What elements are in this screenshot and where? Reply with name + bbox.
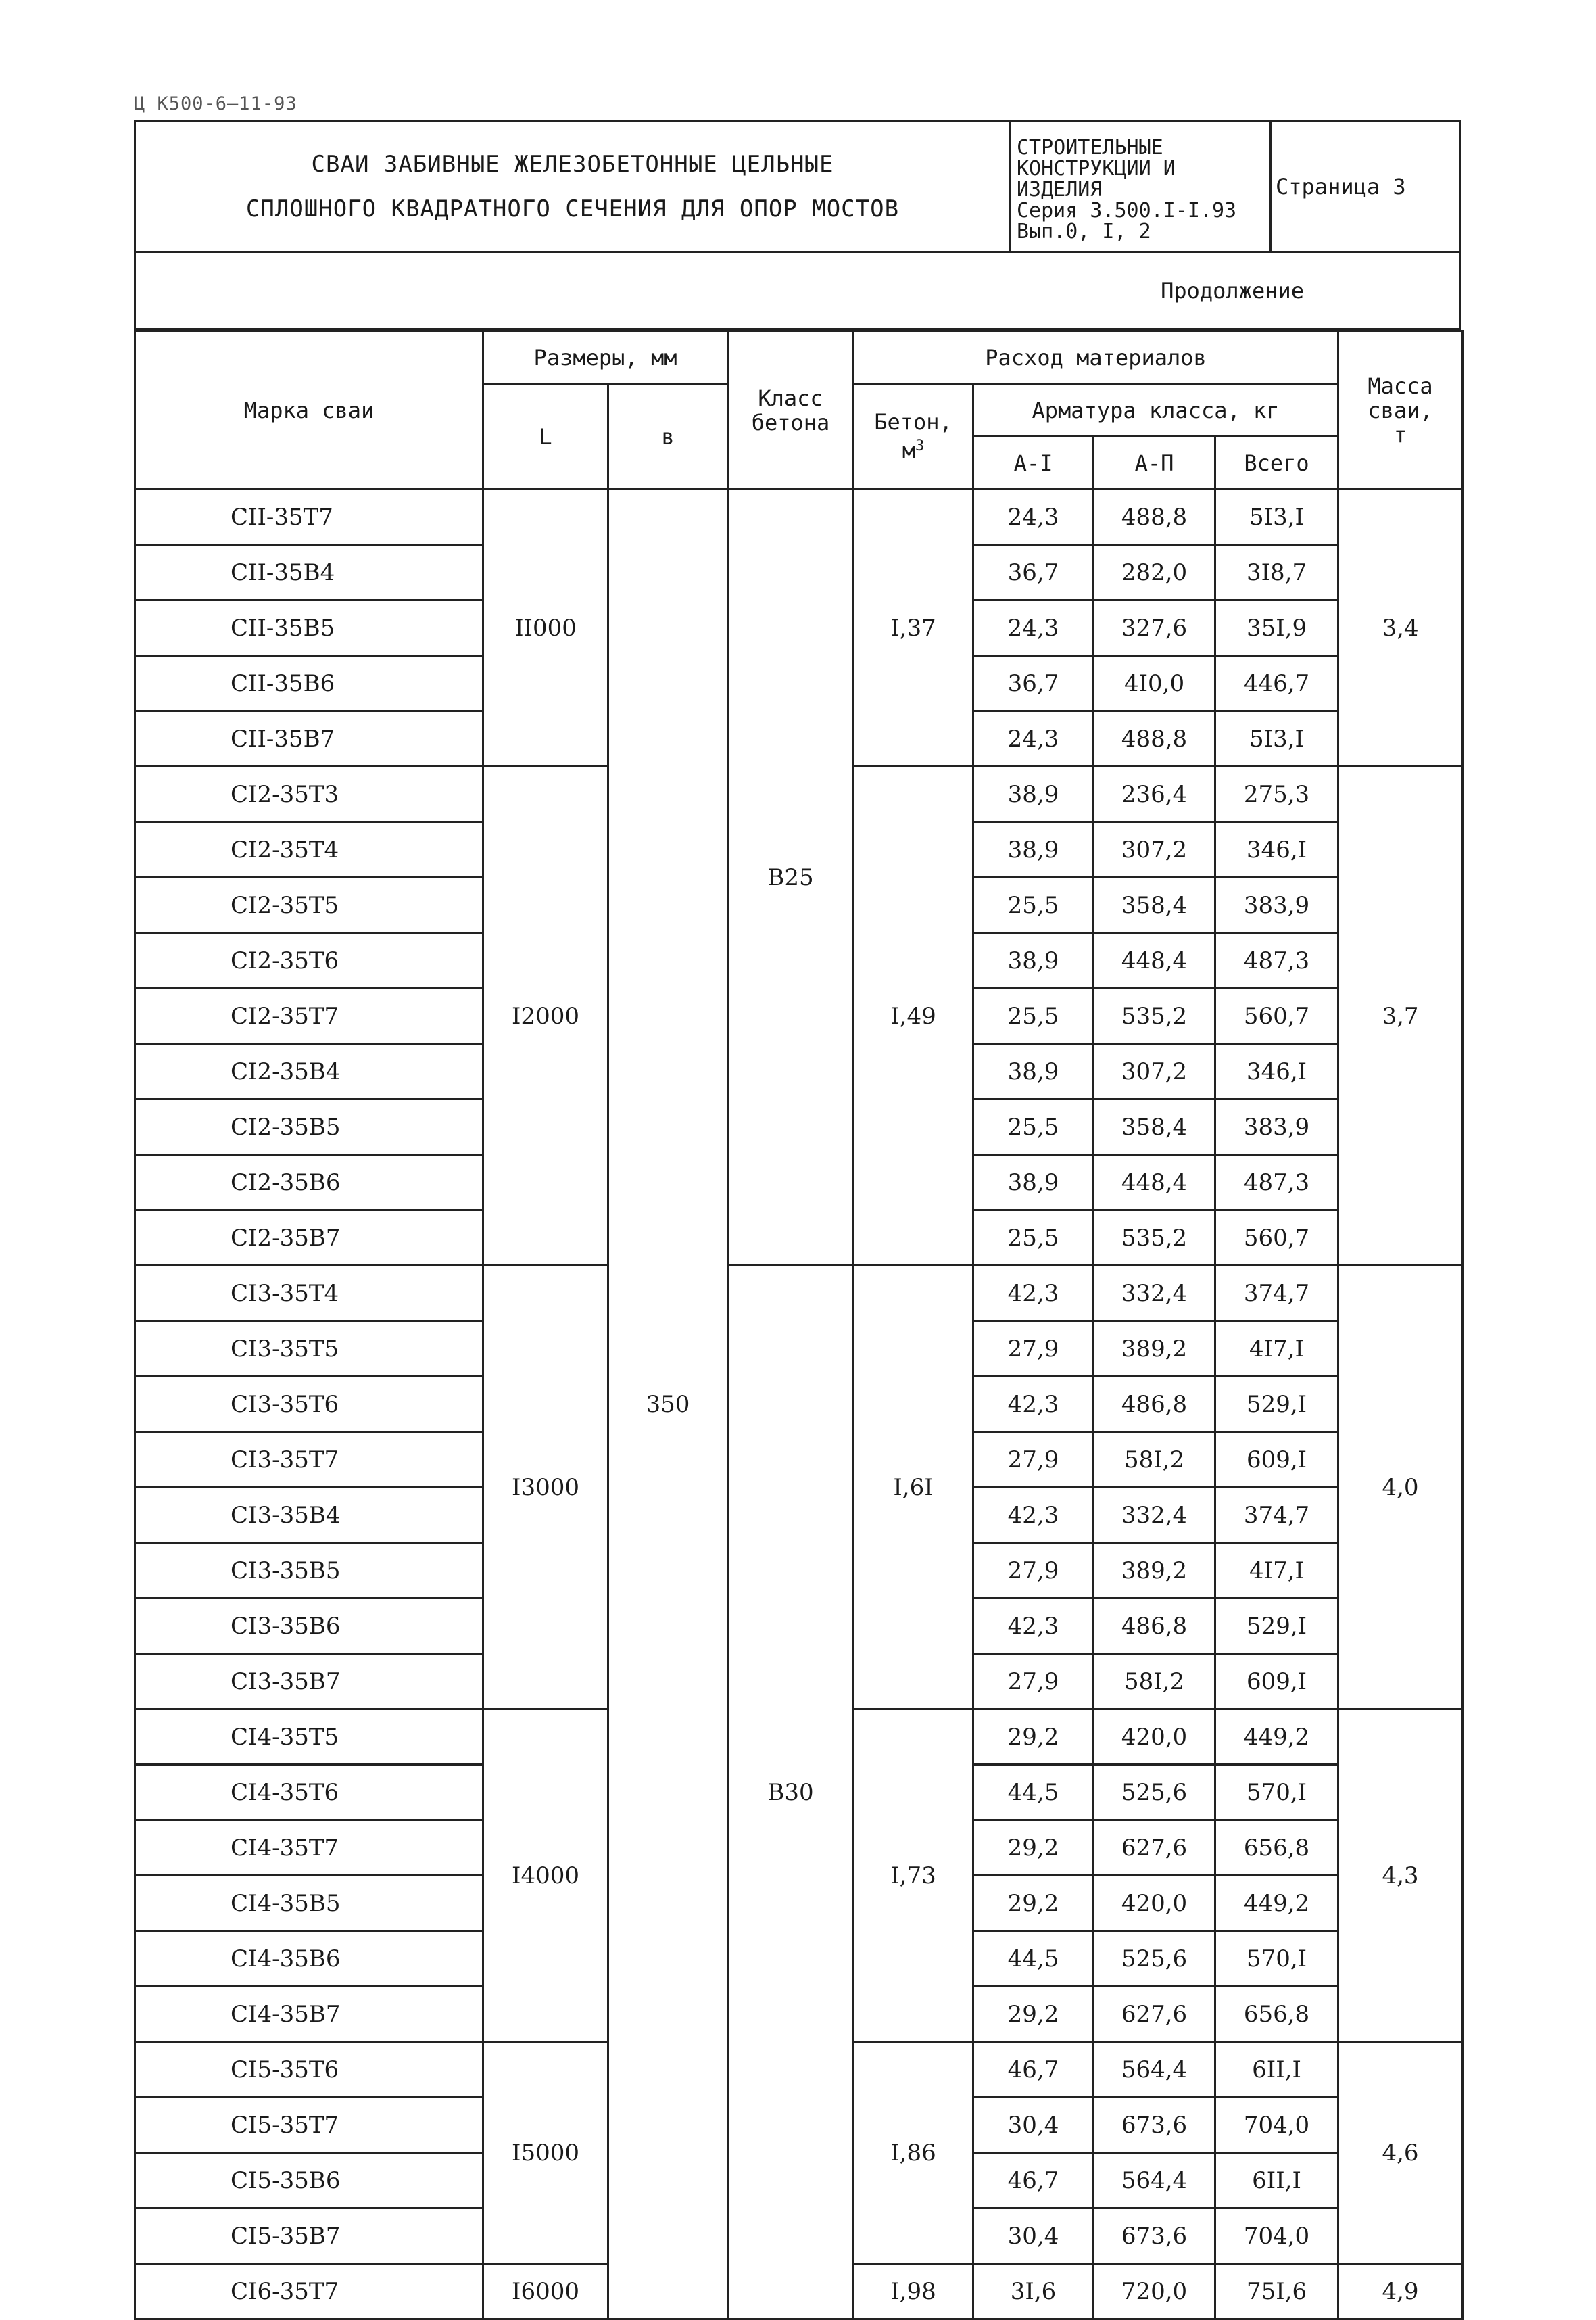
header-length: L <box>483 384 608 490</box>
header-width: в <box>608 384 728 490</box>
series-line-3: ИЗДЕЛИЯ <box>1017 178 1103 202</box>
pile-mark: СI4-35В6 <box>135 1931 483 1987</box>
concrete-class-cell: В25 <box>728 490 854 1266</box>
rebar-total-cell: 570,I <box>1215 1931 1338 1987</box>
rebar-a1-cell: 42,3 <box>973 1599 1094 1654</box>
rebar-a1-cell: 24,3 <box>973 600 1094 656</box>
header-concrete <box>854 384 973 490</box>
header-mass-unit: т <box>1393 421 1407 448</box>
rebar-total-cell: 5I3,I <box>1215 711 1338 767</box>
rebar-a1-cell: 25,5 <box>973 878 1094 933</box>
mass-cell: 3,4 <box>1338 490 1463 767</box>
rebar-a1-cell: 46,7 <box>973 2042 1094 2098</box>
rebar-a1-cell: 27,9 <box>973 1432 1094 1488</box>
pile-mark: СI3-35В7 <box>135 1654 483 1709</box>
rebar-a1-cell: 38,9 <box>973 933 1094 989</box>
rebar-a1-cell: 44,5 <box>973 1765 1094 1820</box>
mass-cell: 3,7 <box>1338 767 1463 1266</box>
pile-mark: СI4-35В7 <box>135 1987 483 2042</box>
mass-cell: 4,3 <box>1338 1709 1463 2042</box>
rebar-total-cell: 487,3 <box>1215 1155 1338 1210</box>
pile-mark: СI5-35В7 <box>135 2208 483 2264</box>
rebar-a2-cell: 332,4 <box>1094 1266 1215 1321</box>
rebar-total-cell: 656,8 <box>1215 1987 1338 2042</box>
length-cell: I2000 <box>483 767 608 1266</box>
rebar-total-cell: 570,I <box>1215 1765 1338 1820</box>
length-cell: I5000 <box>483 2042 608 2264</box>
rebar-a1-cell: 30,4 <box>973 2098 1094 2153</box>
pile-mark: СI3-35Т7 <box>135 1432 483 1488</box>
rebar-a1-cell: 29,2 <box>973 1820 1094 1876</box>
pile-mark: СII-35В6 <box>135 656 483 711</box>
rebar-total-cell: 6II,I <box>1215 2153 1338 2208</box>
title-block <box>134 120 1461 253</box>
rebar-a2-cell: 525,6 <box>1094 1931 1215 1987</box>
rebar-a2-cell: 564,4 <box>1094 2153 1215 2208</box>
pile-mark: СI5-35В6 <box>135 2153 483 2208</box>
length-cell: I6000 <box>483 2264 608 2319</box>
rebar-total-cell: 446,7 <box>1215 656 1338 711</box>
rebar-total-cell: 383,9 <box>1215 878 1338 933</box>
rebar-a2-cell: 420,0 <box>1094 1876 1215 1931</box>
rebar-a2-cell: 486,8 <box>1094 1599 1215 1654</box>
rebar-total-cell: 4I7,I <box>1215 1543 1338 1599</box>
rebar-a1-cell: 27,9 <box>973 1321 1094 1377</box>
rebar-a2-cell: 358,4 <box>1094 1099 1215 1155</box>
header-concrete-label: Бетон, <box>874 409 952 435</box>
rebar-a2-cell: 448,4 <box>1094 1155 1215 1210</box>
rebar-a1-cell: 38,9 <box>973 1044 1094 1099</box>
pile-mark: СII-35Т7 <box>135 490 483 545</box>
rebar-total-cell: 529,I <box>1215 1377 1338 1432</box>
rebar-a1-cell: 38,9 <box>973 767 1094 822</box>
series-line-2: КОНСТРУКЦИИ И <box>1017 157 1176 181</box>
rebar-a1-cell: 24,3 <box>973 490 1094 545</box>
rebar-a2-cell: 720,0 <box>1094 2264 1215 2319</box>
rebar-total-cell: 275,3 <box>1215 767 1338 822</box>
rebar-total-cell: 609,I <box>1215 1654 1338 1709</box>
rebar-a1-cell: 38,9 <box>973 1155 1094 1210</box>
concrete-volume-cell: I,37 <box>854 490 973 767</box>
header-concrete-class: Класс бетона <box>728 331 854 490</box>
pile-mark: СII-35В7 <box>135 711 483 767</box>
rebar-a2-cell: 236,4 <box>1094 767 1215 822</box>
mass-cell: 4,6 <box>1338 2042 1463 2264</box>
rebar-total-cell: 75I,6 <box>1215 2264 1338 2319</box>
pile-mark: СI2-35В6 <box>135 1155 483 1210</box>
rebar-total-cell: 3I8,7 <box>1215 545 1338 600</box>
rebar-total-cell: 704,0 <box>1215 2098 1338 2153</box>
series-block <box>1011 122 1272 251</box>
concrete-volume-cell: I,73 <box>854 1709 973 2042</box>
pile-mark: СI2-35В7 <box>135 1210 483 1266</box>
title-line-1: СВАИ ЗАБИВНЫЕ ЖЕЛЕЗОБЕТОННЫЕ ЦЕЛЬНЫЕ <box>311 151 834 178</box>
mass-cell: 4,0 <box>1338 1266 1463 1709</box>
rebar-a2-cell: 448,4 <box>1094 933 1215 989</box>
header-mark: Марка сваи <box>135 331 483 490</box>
pile-mark: СI5-35Т7 <box>135 2098 483 2153</box>
rebar-a2-cell: 58I,2 <box>1094 1654 1215 1709</box>
series-line-5: Вып.0, I, 2 <box>1017 220 1151 243</box>
pile-mark: СI6-35Т7 <box>135 2264 483 2319</box>
rebar-a2-cell: 358,4 <box>1094 878 1215 933</box>
rebar-total-cell: 449,2 <box>1215 1709 1338 1765</box>
table-row <box>135 1266 1463 1321</box>
rebar-a1-cell: 25,5 <box>973 1099 1094 1155</box>
pile-mark: СI3-35Т5 <box>135 1321 483 1377</box>
rebar-a2-cell: 389,2 <box>1094 1543 1215 1599</box>
pile-mark: СI2-35Т7 <box>135 989 483 1044</box>
rebar-a1-cell: 30,4 <box>973 2208 1094 2264</box>
rebar-a1-cell: 42,3 <box>973 1377 1094 1432</box>
rebar-a1-cell: 24,3 <box>973 711 1094 767</box>
pile-mark: СII-35В4 <box>135 545 483 600</box>
header-sizes: Размеры, мм <box>483 331 728 384</box>
mass-cell: 4,9 <box>1338 2264 1463 2319</box>
pile-mark: СI3-35В5 <box>135 1543 483 1599</box>
rebar-a1-cell: 36,7 <box>973 656 1094 711</box>
rebar-a2-cell: 58I,2 <box>1094 1432 1215 1488</box>
rebar-total-cell: 529,I <box>1215 1599 1338 1654</box>
document-frame <box>134 120 1461 2320</box>
pile-mark: СI2-35Т6 <box>135 933 483 989</box>
piles-table <box>134 330 1464 2320</box>
rebar-a2-cell: 627,6 <box>1094 1987 1215 2042</box>
pile-mark: СI5-35Т6 <box>135 2042 483 2098</box>
rebar-total-cell: 383,9 <box>1215 1099 1338 1155</box>
continuation-label: Продолжение <box>1161 277 1304 304</box>
rebar-total-cell: 487,3 <box>1215 933 1338 989</box>
rebar-a2-cell: 564,4 <box>1094 2042 1215 2098</box>
pile-mark: СI4-35Т5 <box>135 1709 483 1765</box>
rebar-total-cell: 35I,9 <box>1215 600 1338 656</box>
rebar-a1-cell: 25,5 <box>973 989 1094 1044</box>
rebar-total-cell: 4I7,I <box>1215 1321 1338 1377</box>
rebar-a1-cell: 29,2 <box>973 1987 1094 2042</box>
rebar-a2-cell: 488,8 <box>1094 711 1215 767</box>
rebar-a2-cell: 420,0 <box>1094 1709 1215 1765</box>
rebar-a2-cell: 673,6 <box>1094 2208 1215 2264</box>
rebar-a2-cell: 525,6 <box>1094 1765 1215 1820</box>
length-cell: II000 <box>483 490 608 767</box>
rebar-a2-cell: 307,2 <box>1094 822 1215 878</box>
rebar-a1-cell: 3I,6 <box>973 2264 1094 2319</box>
header-rebar-total: Всего <box>1215 437 1338 490</box>
rebar-a2-cell: 307,2 <box>1094 1044 1215 1099</box>
rebar-a1-cell: 27,9 <box>973 1654 1094 1709</box>
series-line-4: Серия 3.500.I-I.93 <box>1017 199 1237 222</box>
concrete-volume-cell: I,98 <box>854 2264 973 2319</box>
concrete-class-cell: В30 <box>728 1266 854 2319</box>
rebar-a1-cell: 25,5 <box>973 1210 1094 1266</box>
rebar-a2-cell: 4I0,0 <box>1094 656 1215 711</box>
header-rebar: Арматура класса, кг <box>973 384 1338 437</box>
rebar-a2-cell: 327,6 <box>1094 600 1215 656</box>
rebar-total-cell: 346,I <box>1215 1044 1338 1099</box>
pile-mark: СI2-35В4 <box>135 1044 483 1099</box>
continuation-row <box>134 253 1461 330</box>
rebar-a1-cell: 42,3 <box>973 1488 1094 1543</box>
rebar-total-cell: 656,8 <box>1215 1820 1338 1876</box>
rebar-total-cell: 374,7 <box>1215 1488 1338 1543</box>
width-cell: 350 <box>608 490 728 2319</box>
rebar-a2-cell: 389,2 <box>1094 1321 1215 1377</box>
header-rebar-a1: А-I <box>973 437 1094 490</box>
pile-mark: СI2-35Т5 <box>135 878 483 933</box>
pile-mark: СI3-35В4 <box>135 1488 483 1543</box>
pile-mark: СI4-35В5 <box>135 1876 483 1931</box>
rebar-a1-cell: 44,5 <box>973 1931 1094 1987</box>
length-cell: I4000 <box>483 1709 608 2042</box>
rebar-a1-cell: 42,3 <box>973 1266 1094 1321</box>
pile-mark: СI3-35Т6 <box>135 1377 483 1432</box>
rebar-total-cell: 704,0 <box>1215 2208 1338 2264</box>
rebar-total-cell: 609,I <box>1215 1432 1338 1488</box>
header-mass-label: Масса сваи, <box>1368 373 1433 423</box>
document-title <box>136 122 1011 251</box>
rebar-a2-cell: 673,6 <box>1094 2098 1215 2153</box>
rebar-a1-cell: 29,2 <box>973 1709 1094 1765</box>
rebar-a2-cell: 282,0 <box>1094 545 1215 600</box>
rebar-total-cell: 5I3,I <box>1215 490 1338 545</box>
rebar-a1-cell: 29,2 <box>973 1876 1094 1931</box>
rebar-total-cell: 449,2 <box>1215 1876 1338 1931</box>
pile-mark: СI4-35Т6 <box>135 1765 483 1820</box>
rebar-a2-cell: 486,8 <box>1094 1377 1215 1432</box>
page-label: Страница 3 <box>1276 174 1406 199</box>
rebar-a1-cell: 36,7 <box>973 545 1094 600</box>
table-body <box>135 490 1463 2319</box>
rebar-total-cell: 6II,I <box>1215 2042 1338 2098</box>
rebar-a2-cell: 488,8 <box>1094 490 1215 545</box>
rebar-a2-cell: 535,2 <box>1094 1210 1215 1266</box>
rebar-a2-cell: 535,2 <box>1094 989 1215 1044</box>
rebar-total-cell: 560,7 <box>1215 1210 1338 1266</box>
pile-mark: СI3-35Т4 <box>135 1266 483 1321</box>
title-line-2: СПЛОШНОГО КВАДРАТНОГО СЕЧЕНИЯ ДЛЯ ОПОР МОСТОВ <box>245 195 900 222</box>
rebar-total-cell: 346,I <box>1215 822 1338 878</box>
document-code: Ц К500-6—11-93 <box>134 93 297 114</box>
pile-mark: СI2-35Т4 <box>135 822 483 878</box>
pile-mark: СI2-35Т3 <box>135 767 483 822</box>
rebar-total-cell: 560,7 <box>1215 989 1338 1044</box>
header-materials: Расход материалов <box>854 331 1338 384</box>
pile-mark: СI4-35Т7 <box>135 1820 483 1876</box>
concrete-volume-cell: I,86 <box>854 2042 973 2264</box>
header-rebar-a2: А-П <box>1094 437 1215 490</box>
length-cell: I3000 <box>483 1266 608 1709</box>
rebar-a2-cell: 627,6 <box>1094 1820 1215 1876</box>
rebar-total-cell: 374,7 <box>1215 1266 1338 1321</box>
header-mass <box>1338 331 1463 490</box>
table-row <box>135 490 1463 545</box>
header-concrete-unit: $м^3$ <box>902 437 925 464</box>
series-line-1: СТРОИТЕЛЬНЫЕ <box>1017 136 1163 160</box>
concrete-volume-cell: I,49 <box>854 767 973 1266</box>
concrete-volume-cell: I,6I <box>854 1266 973 1709</box>
table-header <box>135 331 1463 490</box>
rebar-a1-cell: 46,7 <box>973 2153 1094 2208</box>
pile-mark: СI2-35В5 <box>135 1099 483 1155</box>
rebar-a1-cell: 27,9 <box>973 1543 1094 1599</box>
rebar-a2-cell: 332,4 <box>1094 1488 1215 1543</box>
pile-mark: СII-35В5 <box>135 600 483 656</box>
pile-mark: СI3-35В6 <box>135 1599 483 1654</box>
rebar-a1-cell: 38,9 <box>973 822 1094 878</box>
